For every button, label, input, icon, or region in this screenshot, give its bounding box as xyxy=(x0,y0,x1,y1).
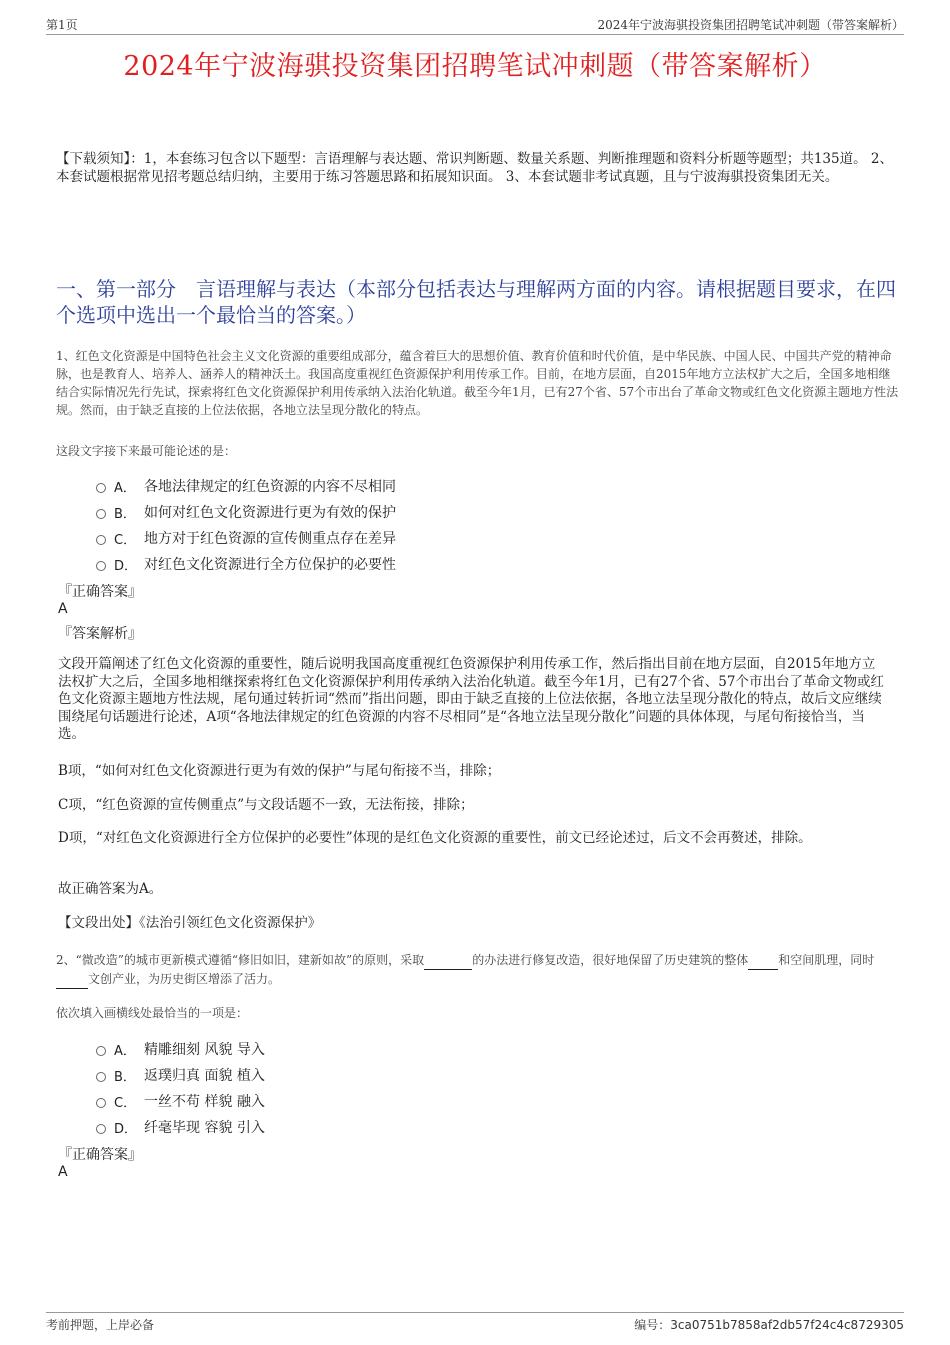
option-b[interactable]: B． 如何对红色文化资源进行更为有效的保护 xyxy=(96,499,396,525)
question-2-prompt: 依次填入画横线处最恰当的一项是： xyxy=(56,1006,249,1020)
analysis-label: 『答案解析』 xyxy=(58,626,142,642)
option-d[interactable]: D． 对红色文化资源进行全方位保护的必要性 xyxy=(96,551,396,577)
fill-blank xyxy=(424,951,472,970)
question-1-options xyxy=(96,473,396,577)
page-title: 2024年宁波海骐投资集团招聘笔试冲刺题（带答案解析） xyxy=(123,51,827,82)
option-c[interactable]: C． 一丝不苟 样貌 融入 xyxy=(96,1088,265,1114)
option-a[interactable]: A． 精雕细刻 风貌 导入 xyxy=(96,1036,265,1062)
answer-label: 『正确答案』 xyxy=(58,584,142,600)
analysis-conclusion: 故正确答案为A。 xyxy=(58,881,163,897)
option-a[interactable]: A． 各地法律规定的红色资源的内容不尽相同 xyxy=(96,473,396,499)
radio-icon[interactable] xyxy=(96,1124,106,1134)
page-footer xyxy=(46,1312,904,1335)
radio-icon[interactable] xyxy=(96,483,106,493)
question-2-options xyxy=(96,1036,265,1140)
footer-code: 编号：3ca0751b7858af2db57f24c4c8729305 xyxy=(634,1318,904,1332)
option-b[interactable]: B． 返璞归真 面貌 植入 xyxy=(96,1062,265,1088)
header-doc-title: 2024年宁波海骐投资集团招聘笔试冲刺题（带答案解析） xyxy=(597,18,904,32)
footer-slogan: 考前押题，上岸必备 xyxy=(46,1318,155,1332)
radio-icon[interactable] xyxy=(96,561,106,571)
page-number: 第1页 xyxy=(46,18,78,32)
page-header xyxy=(46,12,904,35)
analysis-paragraph: B项，“如何对红色文化资源进行更为有效的保护”与尾句衔接不当，排除； xyxy=(58,763,501,779)
answer-label: 『正确答案』 xyxy=(58,1147,142,1163)
radio-icon[interactable] xyxy=(96,535,106,545)
analysis-paragraph: D项，“对红色文化资源进行全方位保护的必要性”体现的是红色文化资源的重要性，前文已经论述过，后文不会再赘述，排除。 xyxy=(58,830,812,846)
question-2-stem: 2、“微改造”的城市更新模式遵循“修旧如旧，建新如故”的原则，采取 的办法进行修复改造，很好地保留了历史建筑的整体 和空间肌理，同时 文创产业，为历史街区增添了活力。 xyxy=(56,951,902,989)
analysis-paragraph: 文段开篇阐述了红色文化资源的重要性，随后说明我国高度重视红色资源保护利用传承工作，然后指出目前在地方层面，自2015年地方立法权扩大之后，全国多地相继探索将红色文化资源保护利用传承纳入法治化轨道。截至今年1月，已有27个省、57个市出台了革命文物或红色文化资源主题地方性法规，尾句通过转折词“然而”指出问题，即由于缺乏直接的上位法依据，各地立法呈现分散化的特点，故后文应继续围绕尾句话题进行论述，A项“各地法律规定的红色资源的内容不尽相同”是“各地立法呈现分散化”问题的具体体现，与尾句衔接恰当，当选。 xyxy=(58,656,884,742)
radio-icon[interactable] xyxy=(96,509,106,519)
option-d[interactable]: D． 纤毫毕现 容貌 引入 xyxy=(96,1114,265,1140)
radio-icon[interactable] xyxy=(96,1098,106,1108)
radio-icon[interactable] xyxy=(96,1046,106,1056)
analysis-paragraph: C项，“红色资源的宣传侧重点”与文段话题不一致，无法衔接，排除； xyxy=(58,797,474,813)
question-1-prompt: 这段文字接下来最可能论述的是： xyxy=(56,444,237,458)
question-1-stem: 1、红色文化资源是中国特色社会主义文化资源的重要组成部分，蕴含着巨大的思想价值、教育价值和时代价值，是中华民族、中国人民、中国共产党的精神命脉，也是教育人、培养人、涵养人的精神沃土。我国高度重视红色资源保护利用传承工作。目前，在地方层面，自2015年地方立法权扩大之后，全国多地相继结合实际情况先行先试，探索将红色文化资源保护利用传承纳入法治化轨道。截至今年1月，已有27个省、57个市出台了革命文物或红色文化资源主题地方性法规。然而，由于缺乏直接的上位法依据，各地立法呈现分散化的特点。 xyxy=(56,349,899,417)
download-notice: 【下载须知】：1，本套练习包含以下题型：言语理解与表达题、常识判断题、数量关系题、判断推理题和资料分析题等题型；共135道。 2、本套试题根据常见招考题总结归纳，主要用于练习答题思路和拓展知识面。 3、本套试题非考试真题，且与宁波海骐投资集团无关。 xyxy=(56,151,893,185)
fill-blank xyxy=(56,970,88,989)
source-note: 【文段出处】《法治引领红色文化资源保护》 xyxy=(58,915,322,931)
option-c[interactable]: C． 地方对于红色资源的宣传侧重点存在差异 xyxy=(96,525,396,551)
section-title: 一、第一部分 言语理解与表达（本部分包括表达与理解两方面的内容。请根据题目要求，在四个选项中选出一个最恰当的答案。） xyxy=(56,277,896,327)
answer-value: A xyxy=(58,1164,68,1180)
answer-value: A xyxy=(58,601,68,617)
radio-icon[interactable] xyxy=(96,1072,106,1082)
fill-blank xyxy=(748,951,778,970)
